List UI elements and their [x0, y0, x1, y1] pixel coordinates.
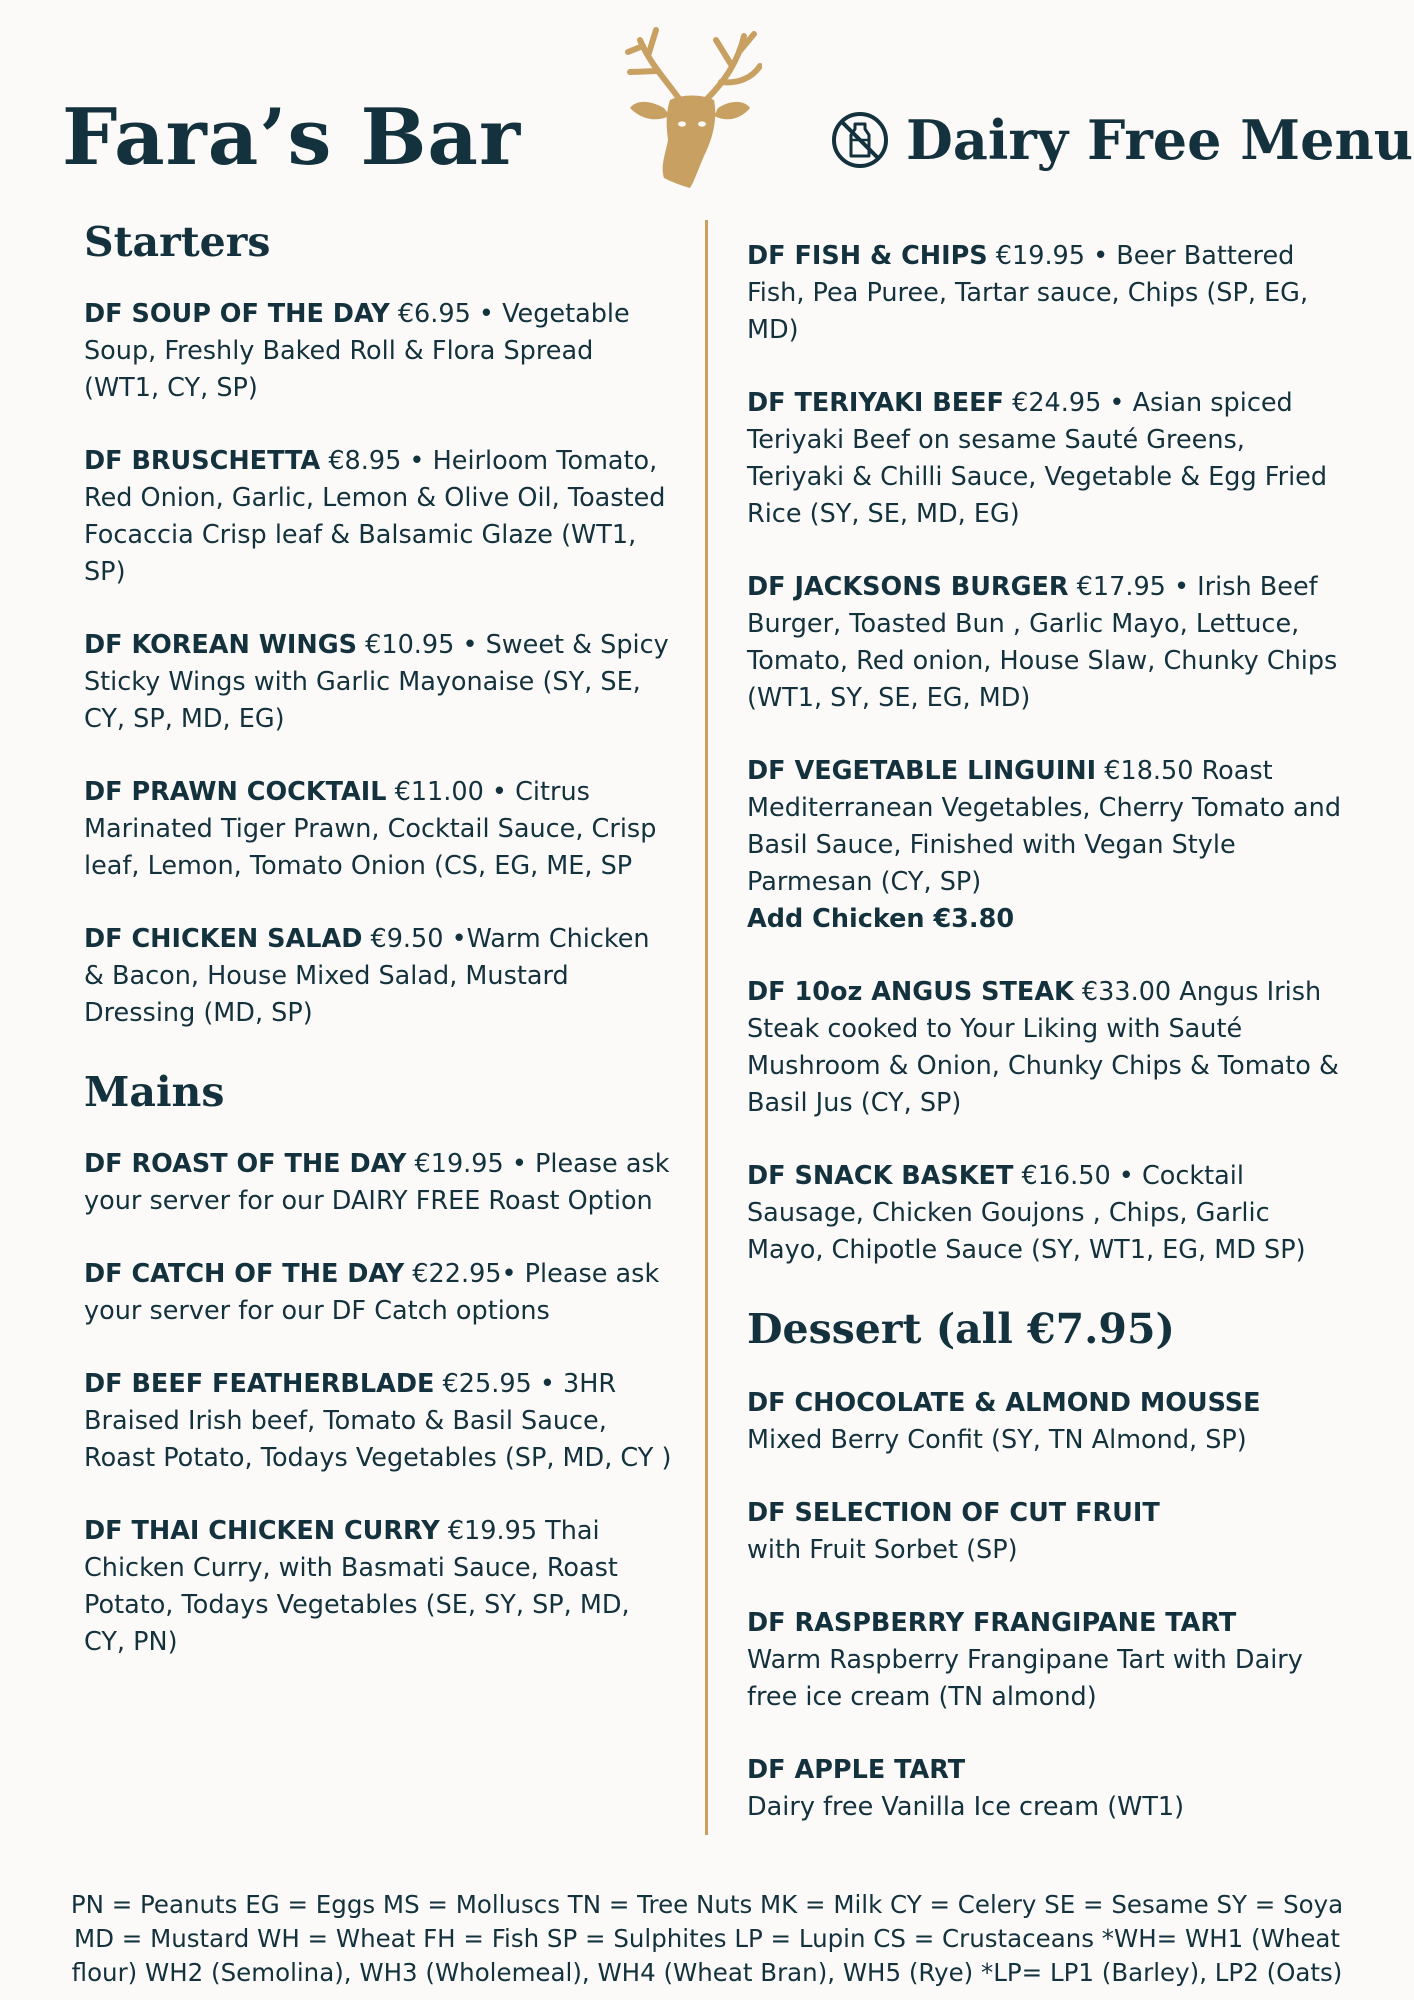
item-description: €16.50 • Cocktail Sausage, Chicken Goujons , Chips, Garlic Mayo, Chipotle Sauce (SY, WT1, EG, MD SP) — [747, 1161, 1306, 1265]
item-description: €8.95 • Heirloom Tomato, Red Onion, Garlic, Lemon & Olive Oil, Toasted Focaccia Crisp leaf & Balsamic Glaze (WT1, SP) — [84, 446, 666, 587]
item-description: Dairy free Vanilla Ice cream (WT1) — [747, 1792, 1185, 1822]
menu-item — [747, 385, 1347, 533]
menu-item — [747, 569, 1347, 717]
item-description: €25.95 • 3HR Braised Irish beef, Tomato & Basil Sauce, Roast Potato, Todays Vegetables (SP, MD, CY ) — [84, 1369, 672, 1473]
menu-item — [747, 238, 1347, 349]
starters-title: Starters — [84, 218, 271, 266]
no-milk-icon — [830, 110, 890, 170]
restaurant-name: Fara’s Bar — [62, 92, 522, 183]
right-column — [747, 238, 1347, 1862]
menu-item — [84, 774, 674, 885]
item-name: DF APPLE TART — [747, 1755, 966, 1785]
item-name: DF RASPBERRY FRANGIPANE TART — [747, 1608, 1237, 1638]
allergen-legend: PN = Peanuts EG = Eggs MS = Molluscs TN = Tree Nuts MK = Milk CY = Celery SE = Sesame SY = Soya MD = Mustard WH = Wheat FH = Fish SP = Sulphites LP = Lupin CS = Crustaceans *WH= WH1 (Wheat flour) WH2 (Semolina), WH3 (Wholemeal), WH4 (Wheat Bran), WH5 (Rye) *LP= LP1 (Barley), LP2 (Oats) — [70, 1890, 1344, 1987]
item-name: DF SELECTION OF CUT FRUIT — [747, 1498, 1160, 1528]
menu-item — [84, 443, 674, 591]
menu-item — [747, 1158, 1347, 1269]
item-description: €18.50 Roast Mediterranean Vegetables, Cherry Tomato and Basil Sauce, Finished with Vegan Style Parmesan (CY, SP) — [747, 756, 1342, 897]
stag-head-logo — [620, 16, 762, 196]
item-name: DF VEGETABLE LINGUINI — [747, 756, 1097, 786]
menu-item — [84, 921, 674, 1032]
dessert-item — [747, 1605, 1347, 1716]
mains-title: Mains — [84, 1068, 225, 1116]
item-name: DF PRAWN COCKTAIL — [84, 777, 387, 807]
menu-item — [84, 296, 674, 407]
menu-item — [84, 1366, 674, 1477]
menu-item — [747, 753, 1347, 938]
item-name: DF KOREAN WINGS — [84, 630, 358, 660]
menu-title — [830, 108, 1413, 172]
item-description: Mixed Berry Confit (SY, TN Almond, SP) — [747, 1425, 1247, 1455]
menu-item — [747, 974, 1347, 1122]
dessert-item — [747, 1495, 1347, 1569]
item-description: €17.95 • Irish Beef Burger, Toasted Bun , Garlic Mayo, Lettuce, Tomato, Red onion, House Slaw, Chunky Chips (WT1, SY, SE, EG, MD) — [747, 572, 1338, 713]
item-name: DF CHICKEN SALAD — [84, 924, 363, 954]
column-divider — [705, 220, 708, 1835]
item-description: €19.95 Thai Chicken Curry, with Basmati Sauce, Roast Potato, Todays Vegetables (SE, SY, SP, MD, CY, PN) — [84, 1516, 630, 1657]
item-name: DF BRUSCHETTA — [84, 446, 321, 476]
item-name: DF ROAST OF THE DAY — [84, 1149, 407, 1179]
item-name: DF CHOCOLATE & ALMOND MOUSSE — [747, 1388, 1261, 1418]
item-name: DF CATCH OF THE DAY — [84, 1259, 405, 1289]
item-name: DF BEEF FEATHERBLADE — [84, 1369, 435, 1399]
item-description: €11.00 • Citrus Marinated Tiger Prawn, Cocktail Sauce, Crisp leaf, Lemon, Tomato Onion (CS, EG, ME, SP — [84, 777, 657, 881]
item-description: €19.95 • Please ask your server for our DAIRY FREE Roast Option — [84, 1149, 670, 1216]
item-description: €9.50 •Warm Chicken & Bacon, House Mixed Salad, Mustard Dressing (MD, SP) — [84, 924, 650, 1028]
item-description: €22.95• Please ask your server for our DF Catch options — [84, 1259, 660, 1326]
menu-item — [84, 1256, 674, 1330]
left-column — [84, 218, 674, 1697]
item-addon: Add Chicken €3.80 — [747, 904, 1015, 934]
item-name: DF 10oz ANGUS STEAK — [747, 977, 1074, 1007]
item-description: €19.95 • Beer Battered Fish, Pea Puree, Tartar sauce, Chips (SP, EG, MD) — [747, 241, 1309, 345]
dessert-item — [747, 1752, 1347, 1826]
item-name: DF TERIYAKI BEEF — [747, 388, 1004, 418]
item-description: €24.95 • Asian spiced Teriyaki Beef on sesame Sauté Greens, Teriyaki & Chilli Sauce, Vegetable & Egg Fried Rice (SY, SE, MD, EG) — [747, 388, 1328, 529]
item-name: DF SOUP OF THE DAY — [84, 299, 390, 329]
item-description: €10.95 • Sweet & Spicy Sticky Wings with Garlic Mayonaise (SY, SE, CY, SP, MD, EG) — [84, 630, 669, 734]
dessert-title: Dessert (all €7.95) — [747, 1305, 1175, 1353]
item-description: Warm Raspberry Frangipane Tart with Dairy free ice cream (TN almond) — [747, 1645, 1303, 1712]
menu-item — [84, 627, 674, 738]
item-name: DF THAI CHICKEN CURRY — [84, 1516, 440, 1546]
item-name: DF JACKSONS BURGER — [747, 572, 1069, 602]
item-description: €6.95 • Vegetable Soup, Freshly Baked Roll & Flora Spread (WT1, CY, SP) — [84, 299, 630, 403]
item-name: DF SNACK BASKET — [747, 1161, 1014, 1191]
menu-item — [84, 1146, 674, 1220]
menu-item — [84, 1513, 674, 1661]
item-description: €33.00 Angus Irish Steak cooked to Your Liking with Sauté Mushroom & Onion, Chunky Chips & Tomato & Basil Jus (CY, SP) — [747, 977, 1339, 1118]
item-description: with Fruit Sorbet (SP) — [747, 1535, 1018, 1565]
item-name: DF FISH & CHIPS — [747, 241, 988, 271]
menu-title-text: Dairy Free Menu — [906, 108, 1413, 172]
dessert-item — [747, 1385, 1347, 1459]
